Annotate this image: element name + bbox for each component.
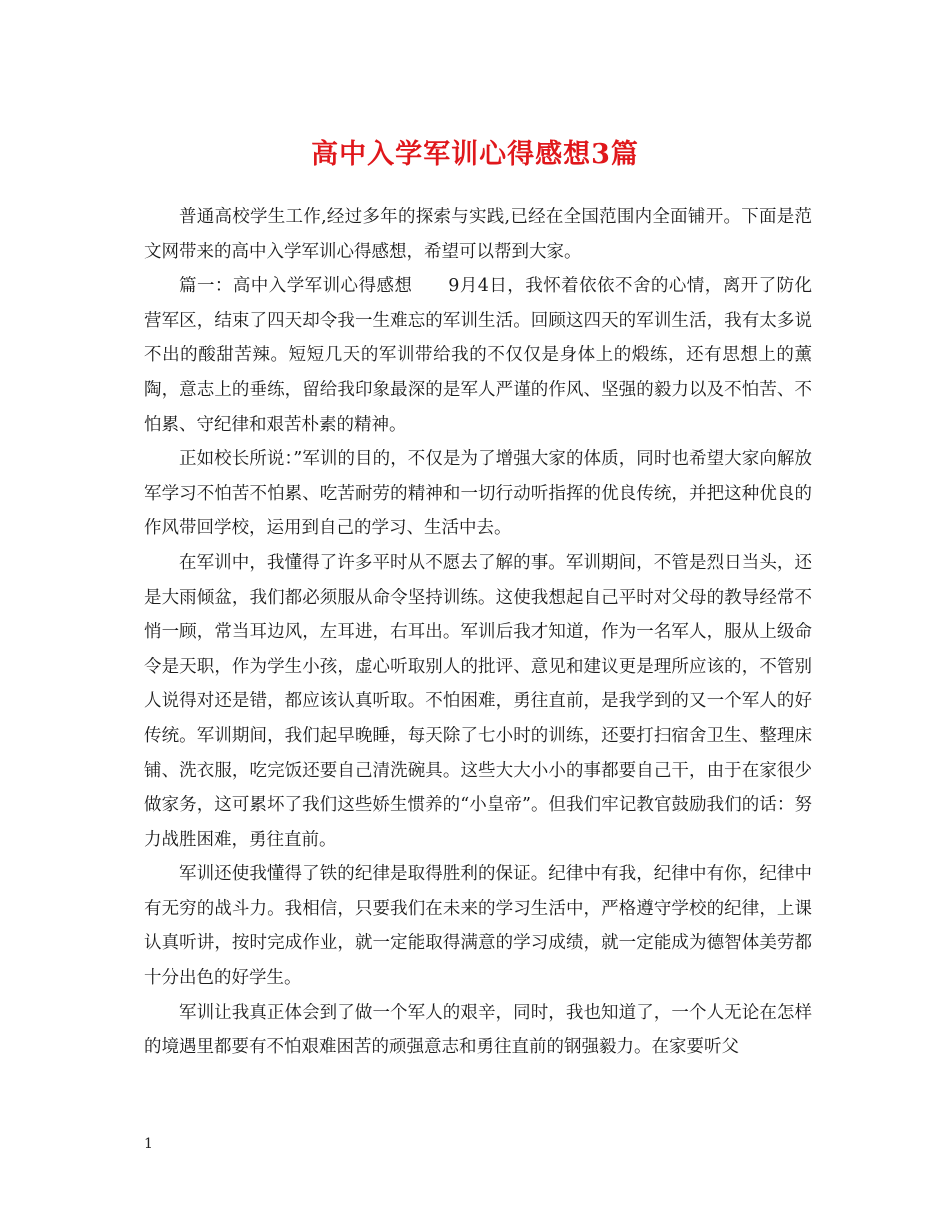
paragraph-hardship: 军训让我真正体会到了做一个军人的艰辛，同时，我也知道了，一个人无论在怎样的境遇里都要有不怕艰难困苦的顽强意志和勇往直前的钢强毅力。在家要听父 bbox=[144, 1002, 812, 1058]
document-title: 高中入学军训心得感想3篇 bbox=[311, 139, 639, 170]
paragraph-intro: 普通高校学生工作,经过多年的探索与实践,已经在全国范围内全面铺开。下面是范文网带来的高中入学军训心得感想，希望可以帮到大家。 bbox=[144, 207, 812, 262]
paragraph-discipline: 军训还使我懂得了铁的纪律是取得胜利的保证。纪律中有我，纪律中有你，纪律中有无穷的战斗力。我相信，只要我们在未来的学习生活中，严格遵守学校的纪律，上课认真听讲，按时完成作业，就一定能取得满意的学习成绩，就一定能成为德智体美劳都十分出色的好学生。 bbox=[144, 864, 812, 989]
paragraph-principal-quote: 正如校长所说：”军训的目的，不仅是为了增强大家的体质，同时也希望大家向解放军学习不怕苦不怕累、吃苦耐劳的精神和一切行动听指挥的优良传统，并把这种优良的作风带回学校，运用到自己的学习、生活中去。 bbox=[144, 449, 812, 539]
paragraph-part-one: 篇一：高中入学军训心得感想 9月4日，我怀着依依不舍的心情，离开了防化营军区，结束了四天却令我一生难忘的军训生活。回顾这四天的军训生活，我有太多说不出的酸甜苦辣。短短几天的军训带给我的不仅仅是身体上的煅练，还有思想上的薰陶，意志上的垂练，留给我印象最深的是军人严谨的作风、坚强的毅力以及不怕苦、不怕累、守纪律和艰苦朴素的精神。 bbox=[144, 276, 812, 435]
document-body bbox=[144, 200, 812, 1065]
page-number: 1 bbox=[144, 1136, 153, 1152]
paragraph-training-lessons: 在军训中，我懂得了许多平时从不愿去了解的事。军训期间，不管是烈日当头，还是大雨倾盆，我们都必须服从命令坚持训练。这使我想起自己平时对父母的教导经常不悄一顾，常当耳边风，左耳进，右耳出。军训后我才知道，作为一名军人，服从上级命令是天职，作为学生小孩，虚心听取别人的批评、意见和建议更是理所应该的，不管别人说得对还是错，都应该认真听取。不怕困难，勇往直前，是我学到的又一个军人的好传统。军训期间，我们起早晚睡，每天除了七小时的训练，还要打扫宿舍卫生、整理床铺、洗衣服，吃完饭还要自己清洗碗具。这些大大小小的事都要自己干，由于在家很少做家务，这可累坏了我们这些娇生惯养的“小皇帝”。但我们牢记教官鼓励我们的话：努力战胜困难，勇往直前。 bbox=[144, 552, 812, 850]
